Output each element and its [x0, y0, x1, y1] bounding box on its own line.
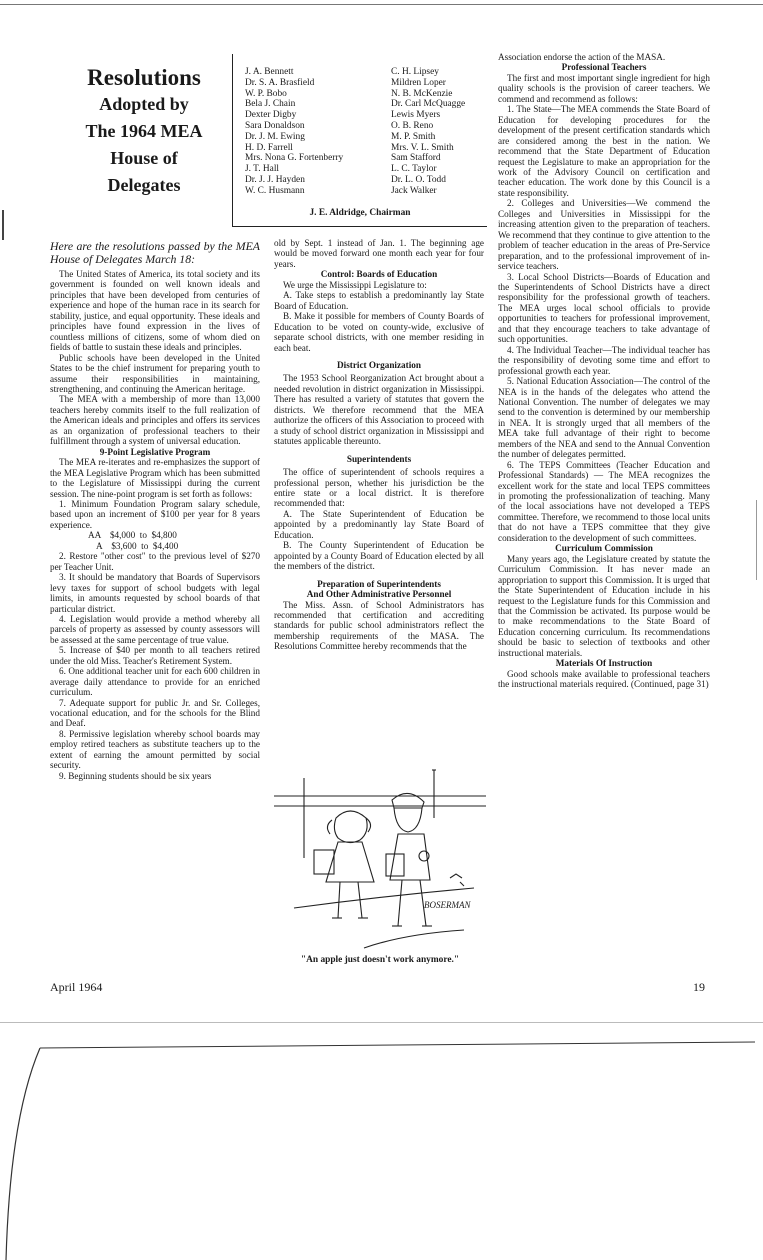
page-bottom-rule: [0, 1022, 763, 1023]
list-item: 9. Beginning students should be six years: [59, 770, 212, 781]
committee-member: Lewis Myers: [391, 110, 441, 121]
paragraph: 6. The TEPS Committees (Teacher Education and Professional Standards) — The MEA recognizes the excellent work for the state and local TEPS committees in promoting the professionalization of teaching. Many of the local associations have not developed a TEPS committee. Therefore, we recommend to those local units that do not have a TEPS committee that they give consideration to the development of such committees.: [498, 459, 710, 543]
paragraph: Good schools make available to professional teachers the instructional materials required. (Continued, page 31): [498, 668, 710, 690]
salary-row: A $3,600 to $4,400: [96, 540, 179, 551]
committee-member: Sara Donaldson: [245, 120, 305, 131]
salary-row: AA $4,000 to $4,800: [88, 530, 177, 541]
paragraph: 5. National Education Association—The control of the NEA is in the hands of the delegates who attend the National Convention. The number of delegates we may send to the convention is determined by our membership in NEA. It is strongly urged that all members of the MEA take full advantage of their right to become members of the NEA and send to the Annual Convention the number of delegates permitted.: [498, 376, 710, 460]
paragraph: 2. Colleges and Universities—We commend the Colleges and Universities in Mississippi for the increasing attention given to the preparation of teachers. We recommend that they continue to give attention to the problem of teacher education in the areas of Pre-Service preparation, and to the professional improvement of in-service teachers.: [498, 198, 710, 272]
column-1: [50, 240, 260, 781]
committee-member: Mrs. Nona G. Fortenberry: [245, 153, 344, 164]
footer-date: April 1964: [50, 980, 103, 994]
paragraph: A. The State Superintendent of Education be appointed by a predominantly lay State Board of Education.: [274, 508, 484, 540]
section-heading: Preparation of Superintendents: [317, 578, 441, 589]
committee-member: L. C. Taylor: [391, 164, 437, 175]
paragraph: old by Sept. 1 instead of Jan. 1. The beginning age would be moved forward one month each year for four years.: [274, 238, 484, 269]
committee-member: M. P. Smith: [391, 131, 436, 142]
committee-box: [232, 54, 487, 227]
section-heading: Materials Of Instruction: [555, 658, 653, 669]
paragraph: B. The County Superintendent of Education be appointed by a County Board of Education elected by all the members of the district.: [274, 540, 484, 572]
paragraph: Public schools have been developed in the United States to be the chief instrument for preparing youth to assume their responsibilities in maintaining, strengthening, and continuing the American heritage.: [50, 352, 260, 394]
scan-edge-mark: [2, 210, 4, 240]
paragraph: The Miss. Assn. of School Administrators has recommended that certification and accrediting standards for public school administrators reflect the membership requirements of the MASA. The Resolutions Committee hereby recommends that the: [274, 599, 484, 652]
committee-member: Dr. J. M. Ewing: [245, 131, 305, 142]
section-heading: Curriculum Commission: [555, 543, 653, 554]
committee-member: H. D. Farrell: [245, 142, 293, 153]
paragraph: The MEA re-iterates and re-emphasizes the support of the MEA Legislative Program which has been submitted to the Legislature of Mississippi during the current session. The nine-point program is set forth as follows:: [50, 457, 260, 499]
cartoon-illustration: [274, 758, 486, 972]
list-item: 7. Adequate support for public Jr. and Sr. Colleges, vocational education, and for the schools for the Blind and Deaf.: [50, 697, 260, 729]
committee-left-column: [245, 67, 343, 197]
paragraph: The 1953 School Reorganization Act brought about a needed revolution in district organization in Mississippi. There has resulted a variety of statutes that govern the districts. We therefore recommend that the MEA authorize the officers of this Association to proceed with a study of school district organization in Mississippi and statutes applicable thereunto.: [274, 373, 484, 447]
list-item: 3. It should be mandatory that Boards of Supervisors levy taxes for support of school budgets with legal limits, in amounts requested by school boards of that particular district.: [50, 572, 260, 614]
section-heading: Superintendents: [346, 453, 412, 464]
committee-member: W. C. Husmann: [245, 185, 305, 196]
section-heading: And Other Administrative Personnel: [306, 589, 452, 600]
section-heading: Professional Teachers: [561, 62, 647, 73]
list-item: 2. Restore "other cost" to the previous level of $270 per Teacher Unit.: [50, 551, 260, 572]
title-line-4: House of: [110, 148, 178, 168]
committee-member: O. B. Reno: [391, 120, 434, 131]
committee-member: Dr. L. O. Todd: [391, 174, 446, 185]
cartoonist-signature: BOSERMAN: [424, 900, 471, 910]
paragraph: 1. The State—The MEA commends the State Board of Education for developing procedures for the development of the present certification standards which are considered among the best in the nation. We recommend that the State Department of Education request the Legislature to make an appropriation for the work of the Advisory Council on certification and teacher education. The work done by this Council is a state responsibility.: [498, 104, 710, 198]
committee-member: C. H. Lipsey: [391, 67, 439, 77]
committee-right-column: [391, 67, 465, 197]
list-item: 5. Increase of $40 per month to all teachers retired under the old Miss. Teacher's Retirement System.: [50, 645, 260, 666]
top-rule: [0, 4, 763, 5]
committee-member: W. P. Bobo: [245, 88, 287, 99]
list-item: 6. One additional teacher unit for each 600 children in average daily attendance to provide for an enriched curriculum.: [50, 666, 260, 698]
page-number: 19: [693, 980, 705, 994]
paragraph: The United States of America, its total society and its government is founded on well known ideals and principles that have been developed from centuries of experience and hope of the human race in its search for stability, justice, and equal opportunity. These ideals and principles have found expression in the lives of countless millions of citizens, some of whom died on fields of battle to sustain these ideals and principles.: [50, 269, 260, 353]
committee-member: Mrs. V. L. Smith: [391, 142, 454, 153]
committee-chairman: J. E. Aldridge, Chairman: [309, 208, 411, 218]
committee-member: Bela J. Chain: [245, 99, 296, 110]
committee-member: Dr. J. J. Hayden: [245, 174, 305, 185]
committee-member: Dr. Carl McQuagge: [391, 99, 466, 110]
column-3: [498, 52, 710, 690]
page-title: [64, 64, 224, 199]
committee-member: Dr. S. A. Brasfield: [245, 77, 315, 88]
paragraph: 3. Local School Districts—Boards of Education and the Superintendents of School Districts have a direct responsibility for the professional growth of teachers. The MEA urges local school officials to provide opportunities to teachers for professional improvement, and that they encourage teachers to take advantage of such opportunities.: [498, 271, 710, 345]
committee-member: J. A. Bennett: [245, 67, 294, 77]
title-line-3: The 1964 MEA: [85, 121, 203, 141]
title-line-2: Adopted by: [99, 94, 189, 114]
paragraph: A. Take steps to establish a predominantly lay State Board of Education.: [274, 290, 484, 311]
paragraph: The MEA with a membership of more than 13,000 teachers hereby commits itself to the full realization of the American ideals and principles and offers its services as an organization of professional teachers to their fulfillment through a system of universal education.: [50, 394, 260, 447]
paragraph: 4. The Individual Teacher—The individual teacher has the responsibility of devoting some time and effort to professional growth each year.: [498, 344, 710, 376]
section-heading: Control: Boards of Education: [320, 269, 438, 280]
paragraph: Many years ago, the Legislature created by statute the Curriculum Commission. It has never made an appropriation to support this Commission. It is urged that the State Superintendent of Education include in his request to the Legislature funds for this Commission and that the Commission be activated. Its purpose would be to make recommendations to the State Board of Education concerning curriculum. Its recommendations should be basic to selection of textbooks and other instructional materials.: [498, 553, 710, 658]
committee-member: Mildren Loper: [391, 77, 446, 88]
section-heading: 9-Point Legislative Program: [99, 446, 211, 457]
list-item: 1. Minimum Foundation Program salary schedule, based upon an increment of $100 per year for 8 years experience.: [50, 498, 260, 530]
committee-member: J. T. Hall: [245, 164, 280, 175]
section-heading: District Organization: [337, 359, 421, 370]
committee-member: Sam Stafford: [391, 153, 441, 164]
paragraph: Association endorse the action of the MASA.: [498, 52, 666, 62]
cartoon-caption: "An apple just doesn't work anymore.": [300, 955, 460, 965]
page-curl-edge: [0, 1028, 763, 1260]
title-line-1: Resolutions: [87, 65, 201, 90]
title-line-5: Delegates: [107, 175, 181, 195]
committee-member: Jack Walker: [391, 185, 437, 196]
intro-text: Here are the resolutions passed by the MEA House of Delegates March 18:: [50, 239, 260, 266]
committee-member: N. B. McKenzie: [391, 88, 453, 99]
committee-member: Dexter Digby: [245, 110, 297, 121]
list-item: 4. Legislation would provide a method whereby all parcels of property as assessed by county assessors will be assessed at the same percentage of true value.: [50, 613, 260, 645]
scan-edge-mark: [756, 500, 757, 580]
paragraph: The first and most important single ingredient for high quality schools is the provision of career teachers. We commend and recommend as follows:: [498, 72, 710, 104]
paragraph: B. Make it possible for members of County Boards of Education to be voted on county-wide, exclusive of separate school districts, with one member residing in each beat.: [274, 311, 484, 353]
column-2: [274, 238, 484, 652]
paragraph: We urge the Mississippi Legislature to:: [283, 279, 427, 290]
list-item: 8. Permissive legislation whereby school boards may employ retired teachers as substitute teachers up to the extent of earning the amount permitted by social security.: [50, 728, 260, 771]
paragraph: The office of superintendent of schools requires a professional person, whether his jurisdiction be the entire state or a local district. It is therefore recommended that:: [274, 467, 484, 509]
